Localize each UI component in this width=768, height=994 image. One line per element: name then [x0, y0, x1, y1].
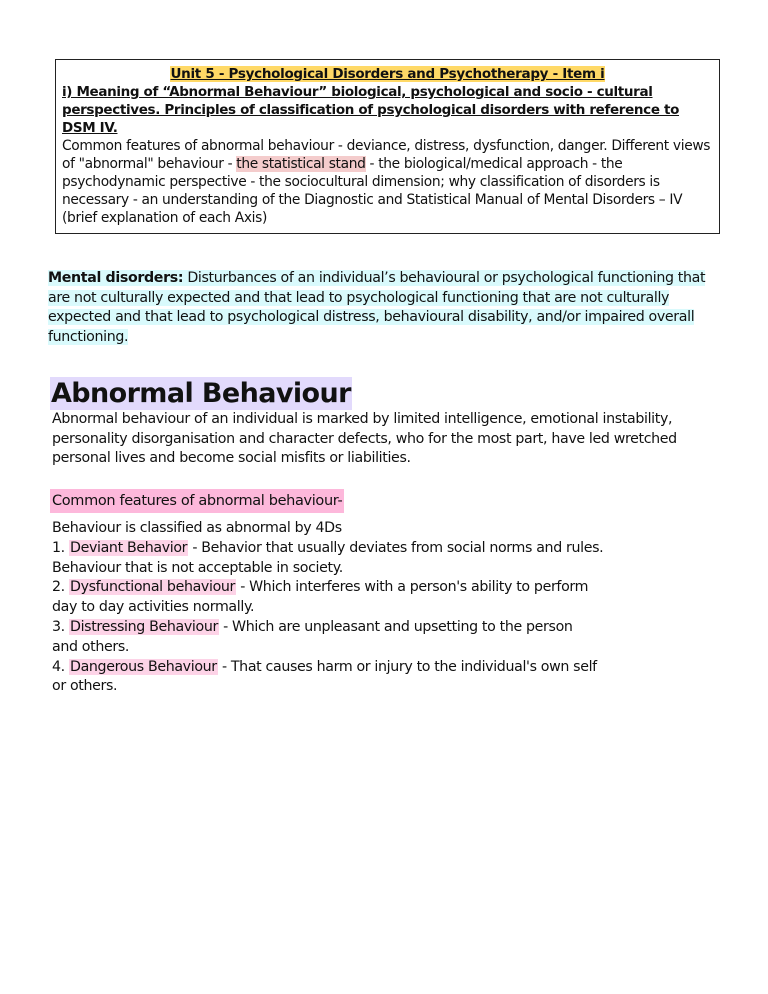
- feature-item: [52, 658, 722, 678]
- features-subheading: Common features of abnormal behaviour-: [50, 489, 344, 513]
- features-lead: Behaviour is classified as abnormal by 4Ds: [52, 520, 342, 536]
- mental-disorders-definition: [48, 269, 718, 347]
- syllabus-body-part1: Common features of abnormal behaviour - deviance, distress, dysfunction, danger. Different views of "abnormal" behaviour -: [62, 138, 711, 172]
- feature-desc: - Which are unpleasant and upsetting to the person: [218, 618, 573, 635]
- feature-term: Distressing Behaviour: [70, 618, 218, 635]
- definition-term: Mental disorders:: [48, 270, 184, 286]
- section-heading: Abnormal Behaviour: [51, 378, 351, 409]
- feature-number: 3.: [52, 618, 69, 635]
- feature-desc-cont: and others.: [52, 638, 130, 655]
- definition-text: Disturbances of an individual’s behavioural or psychological functioning that are not culturally expected and that lead to psychological functioning that are not culturally expected and that lead to psychological distress, behavioural disability, and/or impaired overall functioning.: [48, 270, 706, 345]
- feature-item: [52, 539, 722, 559]
- syllabus-body-part2: - the biological/medical approach - the psychodynamic perspective - the sociocultural dimension; why classification of disorders is necessary - an understanding of the Diagnostic and Statistical Manual of Mental Disorders – IV (brief explanation of each Axis): [62, 156, 683, 226]
- feature-desc: - Which interferes with a person's ability to perform: [236, 579, 589, 596]
- syllabus-body: [62, 137, 713, 227]
- syllabus-title: [62, 66, 713, 83]
- feature-number: 4.: [52, 658, 69, 675]
- feature-desc-cont: day to day activities normally.: [52, 599, 255, 616]
- feature-number: 2.: [52, 579, 69, 596]
- syllabus-box: [55, 59, 720, 234]
- feature-desc: - Behavior that usually deviates from social norms and rules.: [188, 539, 604, 556]
- feature-term: Deviant Behavior: [70, 539, 188, 556]
- syllabus-body-highlight: the statistical stand: [236, 156, 366, 172]
- feature-desc-cont: Behaviour that is not acceptable in society.: [52, 559, 343, 576]
- definition-highlight: [48, 270, 705, 345]
- feature-item: [52, 578, 722, 598]
- syllabus-heading: i) Meaning of “Abnormal Behaviour” biological, psychological and socio - cultural perspectives. Principles of classification of psychological disorders with reference to DSM IV.: [62, 84, 680, 136]
- feature-desc: - That causes harm or injury to the individual's own self: [217, 658, 597, 675]
- syllabus-title-text: Unit 5 - Psychological Disorders and Psychotherapy - Item i: [170, 66, 605, 82]
- feature-term: Dangerous Behaviour: [70, 658, 217, 675]
- section-intro: Abnormal behaviour of an individual is marked by limited intelligence, emotional instability, personality disorganisation and character defects, who for the most part, have led wretched personal lives and become social misfits or liabilities.: [52, 411, 677, 466]
- features-list: [52, 519, 722, 697]
- feature-number: 1.: [52, 539, 69, 556]
- feature-item: [52, 618, 722, 638]
- feature-term: Dysfunctional behaviour: [70, 579, 236, 596]
- feature-desc-cont: or others.: [52, 678, 118, 695]
